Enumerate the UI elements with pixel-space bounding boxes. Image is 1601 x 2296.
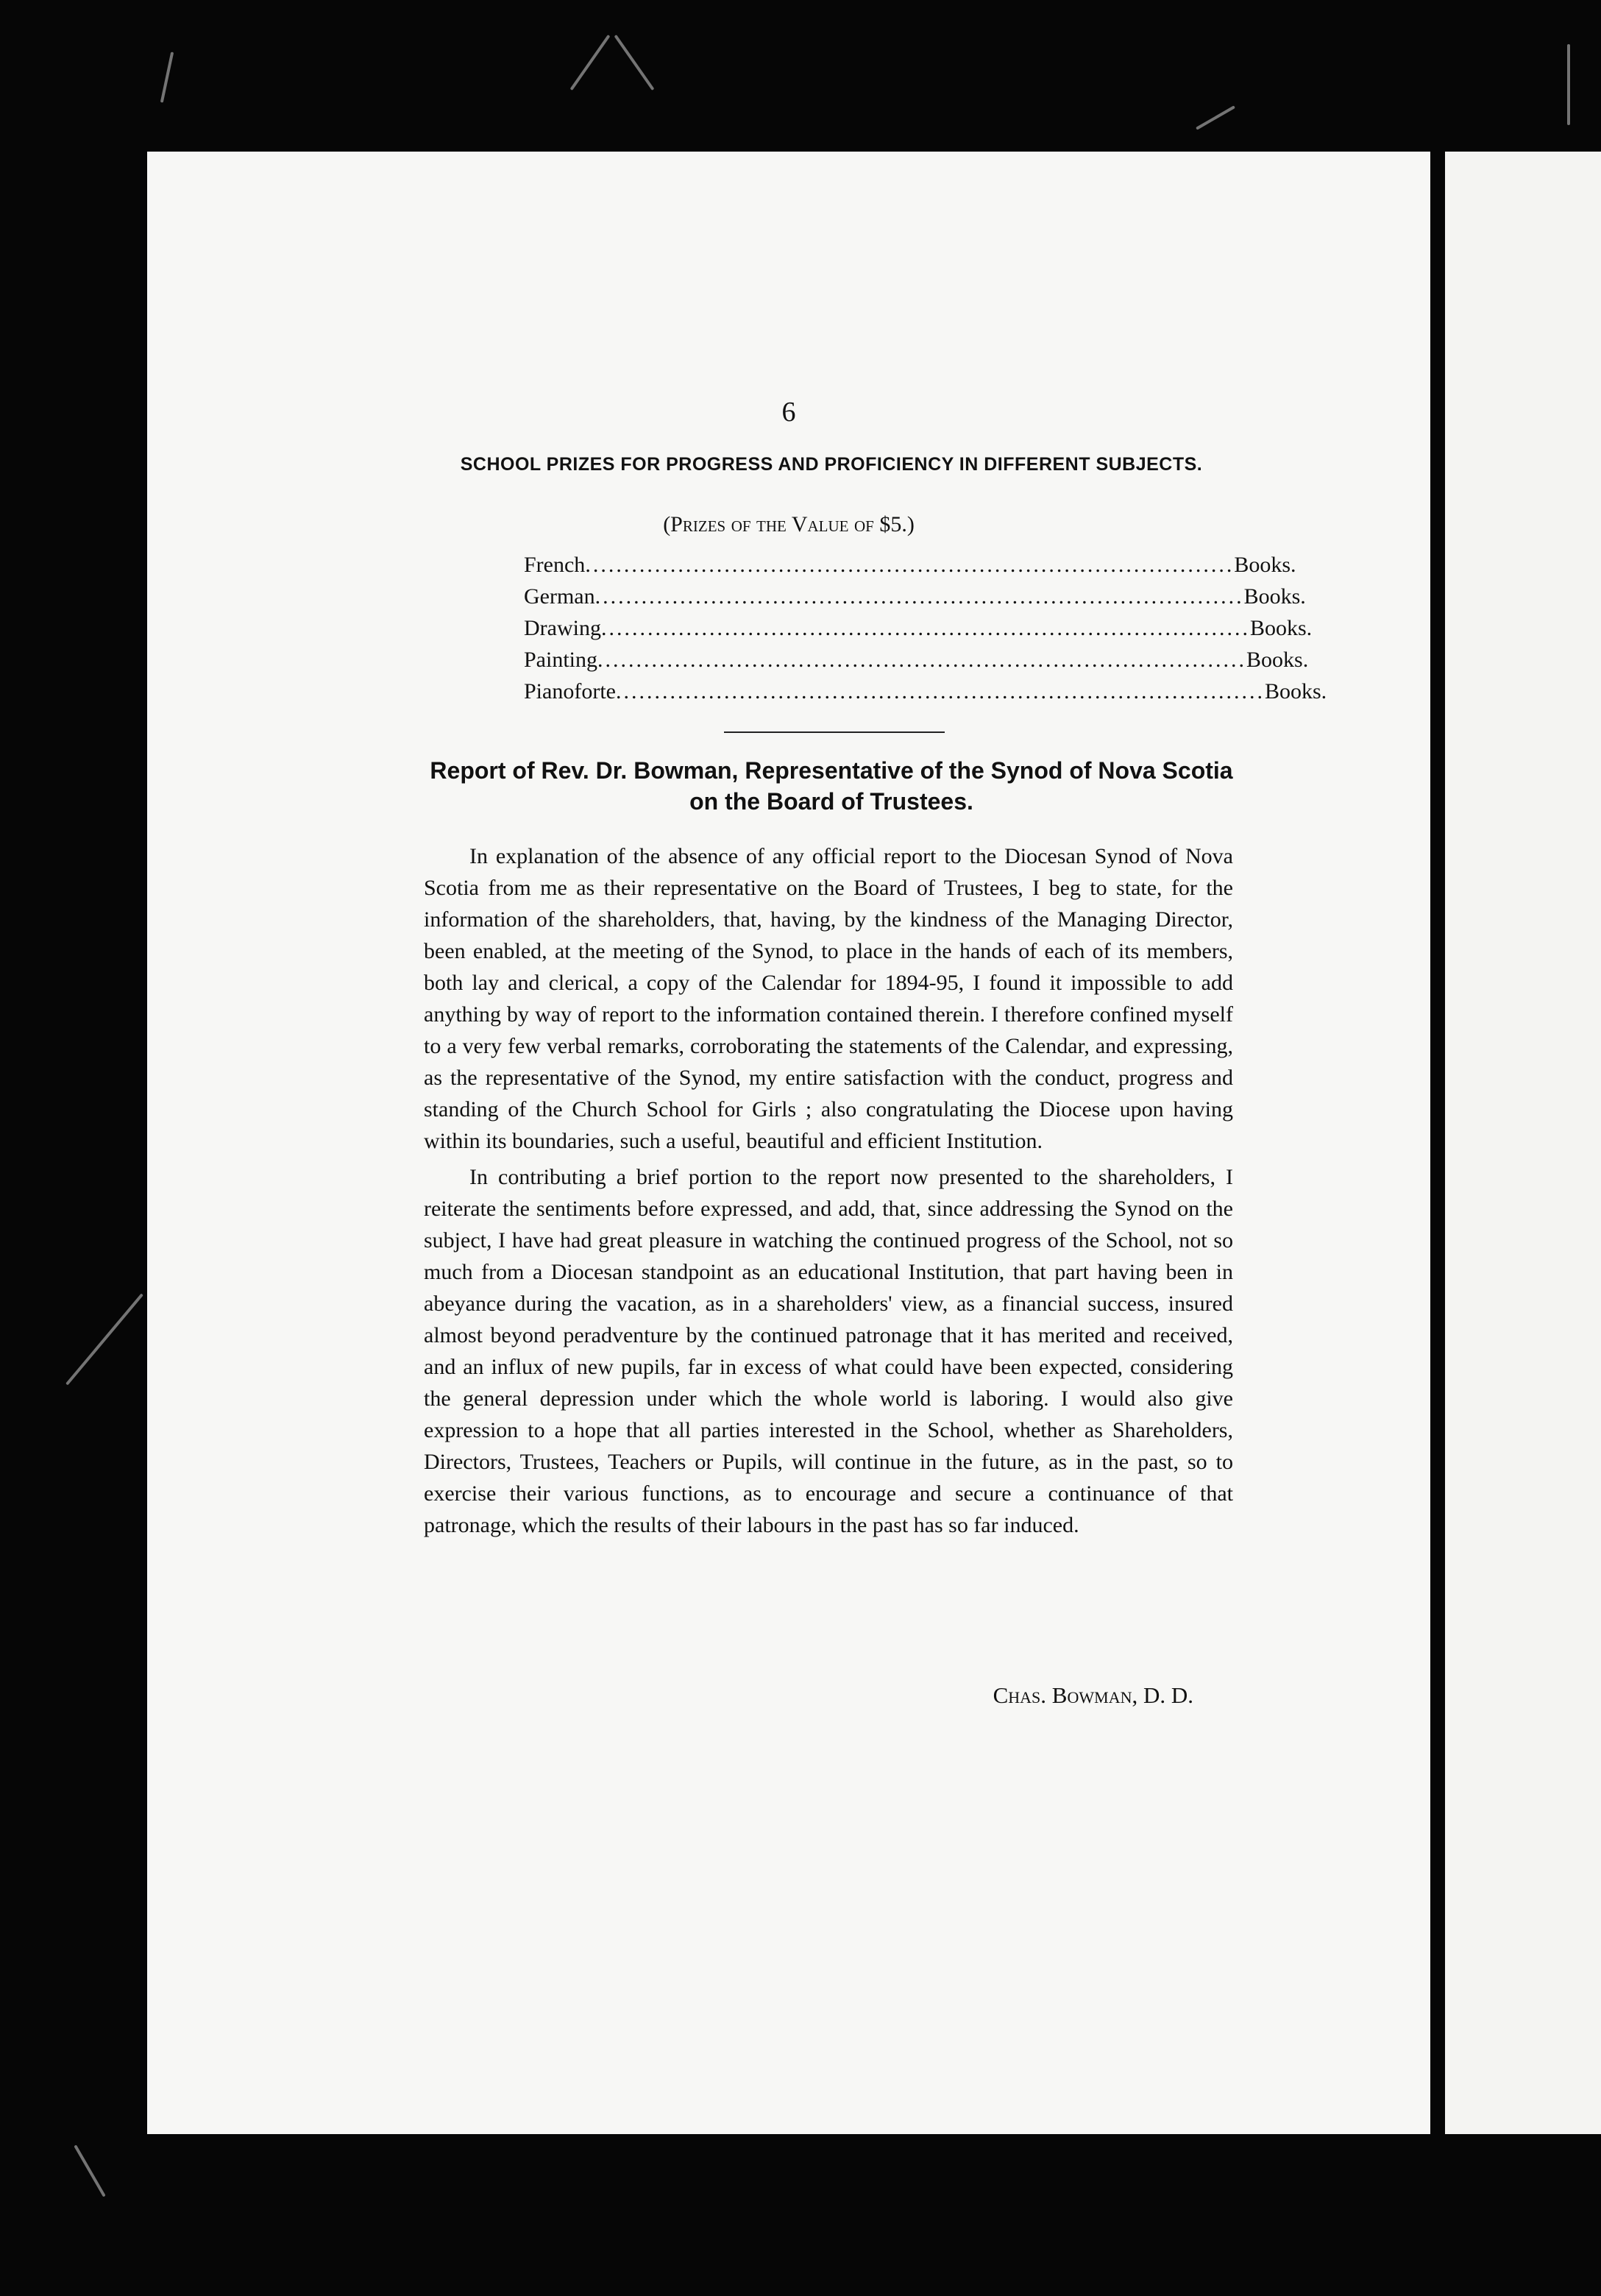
report-paragraph: In contributing a brief portion to the report now presented to the shareholders, I reiterate the sentiments before expressed, and add, that, since addressing the Synod on the subject, I have had great pleasure in watching the continued progress of the School, not so much from a Diocesan standpoint as an educational Institution, that part having been in abeyance during the vacation, as in a shareholders' view, as a financial success, insured almost beyond peradventure by the continued patronage that it has merited and received, and an influx of new pupils, far in excess of what could have been expected, considering the general depression under which the whole world is laboring. I would also give expression to a hope that all parties interested in the School, whether as Shareholders, Directors, Trustees, Teachers or Pupils, will continue in the future, as in the past, so to exercise their various functions, as to encourage and secure a continuance of that patronage, which the results of their labours in the past has so far induced. <box>424 1165 1233 1537</box>
prize-subject: Painting <box>524 648 598 672</box>
page-number: 6 <box>781 397 796 428</box>
prize-reward: Books. <box>1249 616 1313 640</box>
dot-leader: .................................................................................... <box>594 584 1244 609</box>
prize-subject: Pianoforte <box>524 679 616 704</box>
prize-list <box>524 549 1327 707</box>
prize-reward: Books. <box>1264 679 1327 704</box>
prize-row <box>524 644 1309 676</box>
dot-leader: .................................................................................... <box>600 616 1250 640</box>
section-divider <box>724 731 945 733</box>
prize-subject: French <box>524 553 586 577</box>
dot-leader: .................................................................................... <box>585 553 1235 577</box>
prize-row <box>524 676 1327 707</box>
report-signature: Chas. Bowman, D. D. <box>993 1682 1193 1708</box>
prize-reward: Books. <box>1243 584 1306 609</box>
scan-scratch <box>614 35 655 91</box>
report-heading: Report of Rev. Dr. Bowman, Representative of the Synod of Nova Scotia on the Board of Trustees. <box>430 757 1233 815</box>
prize-row <box>524 581 1306 612</box>
prize-reward: Books. <box>1234 553 1296 577</box>
scan-scratch <box>74 2144 105 2197</box>
scan-scratch <box>160 52 174 102</box>
dot-leader: .................................................................................... <box>615 679 1265 704</box>
prize-subject: Drawing <box>524 616 601 640</box>
prize-row <box>524 549 1296 581</box>
prizes-value-line: (Prizes of the Value of $5.) <box>663 512 915 536</box>
prize-reward: Books. <box>1246 648 1309 672</box>
scan-scratch <box>1567 44 1570 125</box>
scan-scratch <box>1196 105 1235 130</box>
report-paragraph: In explanation of the absence of any official report to the Diocesan Synod of Nova Scotia from me as their representative on the Board of Trustees, I beg to state, for the information of the shareholders, that, having, by the kindness of the Managing Director, been enabled, at the meeting of the Synod, to place in the hands of each of its members, both lay and clerical, a copy of the Calendar for 1894-95, I found it impossible to add anything by way of report to the information contained therein. I therefore confined myself to a very few verbal remarks, corroborating the statements of the Calendar, and expressing, as the representative of the Synod, my entire satisfaction with the conduct, progress and standing of the Church School for Girls ; also congratulating the Diocese upon having within its boundaries, such a useful, beautiful and efficient Institution. <box>424 844 1233 1153</box>
scan-scratch <box>570 35 611 91</box>
prize-row <box>524 612 1313 644</box>
document-page <box>147 152 1430 2134</box>
prizes-heading: SCHOOL PRIZES FOR PROGRESS AND PROFICIENCY IN DIFFERENT SUBJECTS. <box>460 454 1203 475</box>
scan-scratch <box>65 1293 143 1385</box>
prize-subject: German <box>524 584 595 609</box>
report-body <box>424 840 1233 1541</box>
dot-leader: .................................................................................... <box>597 648 1247 672</box>
adjacent-page-edge <box>1445 152 1601 2134</box>
